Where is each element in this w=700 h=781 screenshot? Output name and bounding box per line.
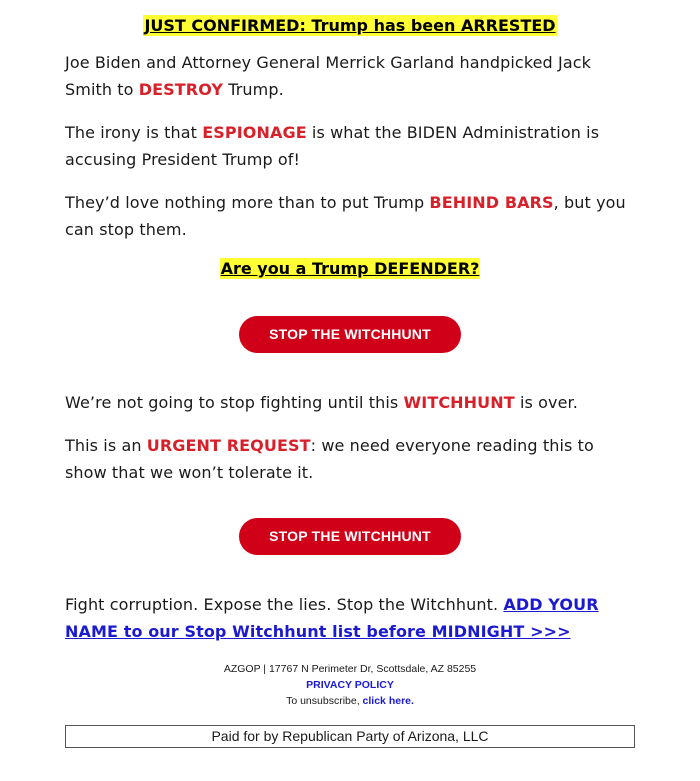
add-your-name-link[interactable]: ADD YOUR NAME to our Stop Witchhunt list before MIDNIGHT >>> <box>65 595 599 641</box>
text: is over. <box>514 393 578 412</box>
email-body <box>65 0 635 748</box>
paragraph-2 <box>65 119 635 173</box>
question-heading <box>65 259 635 278</box>
emphasis: BEHIND BARS <box>429 193 554 212</box>
emphasis: DESTROY <box>138 80 224 99</box>
text: Fight corruption. Expose the lies. Stop the Witchhunt. <box>65 595 504 614</box>
paragraph-4 <box>65 389 635 416</box>
text: , but you can stop them. <box>65 193 626 239</box>
stop-witchhunt-button-2[interactable]: STOP THE WITCHHUNT <box>239 518 461 555</box>
emphasis: URGENT REQUEST <box>146 436 311 455</box>
text: : we need everyone reading this to show that we won’t tolerate it. <box>65 436 594 482</box>
text: We’re not going to stop fighting until this <box>65 393 404 412</box>
emphasis: WITCHHUNT <box>403 393 515 412</box>
text: Joe Biden and Attorney General Merrick Garland handpicked Jack Smith to <box>65 53 591 99</box>
question-text: Are you a Trump DEFENDER? <box>220 259 480 278</box>
paragraph-3 <box>65 189 635 243</box>
emphasis: ESPIONAGE <box>202 123 307 142</box>
headline <box>65 16 635 35</box>
footer-address: AZGOP | 17767 N Perimeter Dr, Scottsdale, AZ 85255 <box>223 663 477 675</box>
cta-row-1 <box>65 316 635 353</box>
text: is what the BIDEN Administration is accusing President Trump of! <box>65 123 600 169</box>
paid-for-disclaimer: Paid for by Republican Party of Arizona, LLC <box>65 725 635 748</box>
privacy-policy-link[interactable]: PRIVACY POLICY <box>306 679 394 691</box>
text: The irony is that <box>65 123 203 142</box>
unsubscribe-line <box>65 693 635 709</box>
text: This is an <box>65 436 147 455</box>
headline-text: JUST CONFIRMED: Trump has been ARRESTED <box>144 16 556 35</box>
paragraph-1 <box>65 49 635 103</box>
stop-witchhunt-button-1[interactable]: STOP THE WITCHHUNT <box>239 316 461 353</box>
paragraph-6 <box>65 591 635 645</box>
footer <box>65 661 635 709</box>
paragraph-5 <box>65 432 635 486</box>
unsubscribe-prefix: To unsubscribe, <box>286 695 363 707</box>
unsubscribe-link[interactable]: click here. <box>362 695 414 707</box>
text: They’d love nothing more than to put Trump <box>65 193 430 212</box>
text: Trump. <box>223 80 284 99</box>
cta-row-2 <box>65 518 635 555</box>
